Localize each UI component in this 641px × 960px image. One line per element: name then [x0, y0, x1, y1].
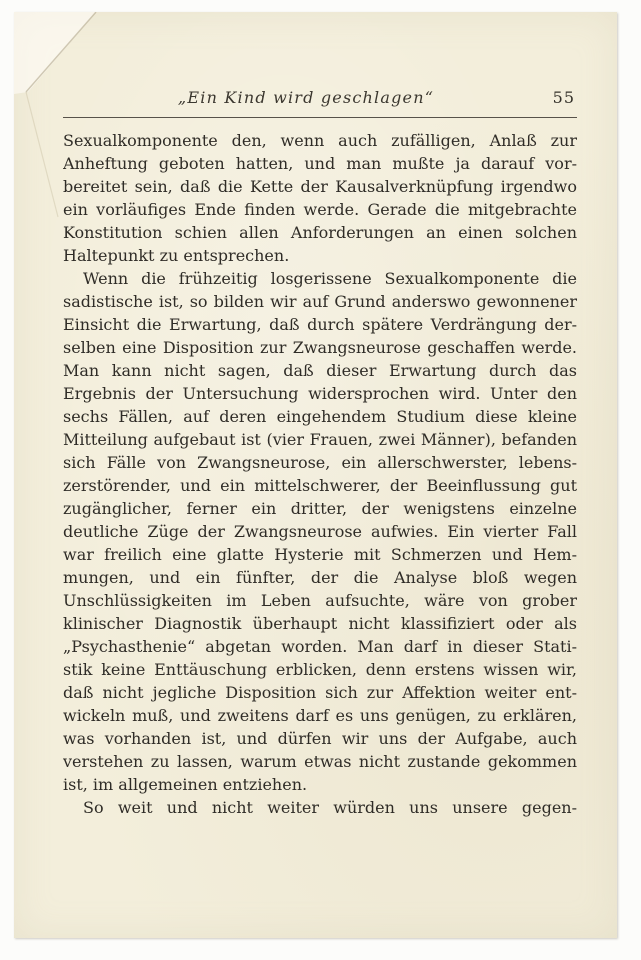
- text-line: zugänglicher, ferner ein dritter, der wenigstens einzelne: [63, 499, 577, 518]
- text-line: ein vorläufiges Ende finden werde. Gerade die mitgebrachte: [63, 200, 577, 219]
- text-line: deutliche Züge der Zwangsneurose aufwies. Ein vierter Fall: [63, 522, 577, 541]
- scanned-page: [14, 12, 617, 938]
- text-line: Einsicht die Erwartung, daß durch spätere Verdrängung der-: [63, 315, 577, 334]
- text-line: Wenn die frühzeitig losgerissene Sexualkomponente die: [83, 269, 577, 288]
- text-line: Mitteilung aufgebaut ist (vier Frauen, zwei Männer), befanden: [63, 430, 577, 449]
- text-line: zerstörender, und ein mittelschwerer, der Beeinflussung gut: [63, 476, 577, 495]
- paragraph: [63, 267, 577, 796]
- text-line: Haltepunkt zu entsprechen.: [63, 246, 290, 265]
- page-header: [63, 88, 577, 110]
- text-line: war freilich eine glatte Hysterie mit Schmerzen und Hem-: [63, 545, 577, 564]
- header-rule: [63, 117, 577, 118]
- text-line: So weit und nicht weiter würden uns unsere gegen-: [83, 798, 577, 817]
- page-number: 55: [552, 88, 575, 107]
- text-line: sechs Fällen, auf deren eingehendem Studium diese kleine: [63, 407, 577, 426]
- text-line: bereitet sein, daß die Kette der Kausalverknüpfung irgendwo: [63, 177, 577, 196]
- text-line: ist, im allgemeinen entziehen.: [63, 775, 308, 794]
- text-line: Man kann nicht sagen, daß dieser Erwartung durch das: [63, 361, 577, 380]
- running-title: „Ein Kind wird geschlagen“: [177, 88, 435, 107]
- text-line: Ergebnis der Untersuchung widersprochen wird. Unter den: [63, 384, 577, 403]
- text-line: mungen, und ein fünfter, der die Analyse bloß wegen: [63, 568, 577, 587]
- text-line: „Psychasthenie“ abgetan worden. Man darf in dieser Stati-: [63, 637, 577, 656]
- text-line: Unschlüssigkeiten im Leben aufsuchte, wäre von grober: [63, 591, 577, 610]
- text-line: was vorhanden ist, und dürfen wir uns der Aufgabe, auch: [63, 729, 577, 748]
- text-line: sich Fälle von Zwangsneurose, ein allerschwerster, lebens-: [63, 453, 577, 472]
- text-line: verstehen zu lassen, warum etwas nicht zustande gekommen: [63, 752, 577, 771]
- text-line: wickeln muß, und zweitens darf es uns genügen, zu erklären,: [63, 706, 577, 725]
- text-line: daß nicht jegliche Disposition sich zur Affektion weiter ent-: [63, 683, 577, 702]
- text-line: Sexualkomponente den, wenn auch zufälligen, Anlaß zur: [63, 131, 577, 150]
- text-line: Konstitution schien allen Anforderungen an einen solchen: [63, 223, 577, 242]
- text-line: Anheftung geboten hatten, und man mußte ja darauf vor-: [63, 154, 577, 173]
- text-line: selben eine Disposition zur Zwangsneurose geschaffen werde.: [63, 338, 577, 357]
- text-line: sadistische ist, so bilden wir auf Grund anderswo gewonnener: [63, 292, 577, 311]
- text-line: stik keine Enttäuschung erblicken, denn erstens wissen wir,: [63, 660, 577, 679]
- page-body: [63, 129, 577, 819]
- paragraph: [63, 796, 577, 819]
- text-line: klinischer Diagnostik überhaupt nicht klassifiziert oder als: [63, 614, 577, 633]
- paragraph: [63, 129, 577, 267]
